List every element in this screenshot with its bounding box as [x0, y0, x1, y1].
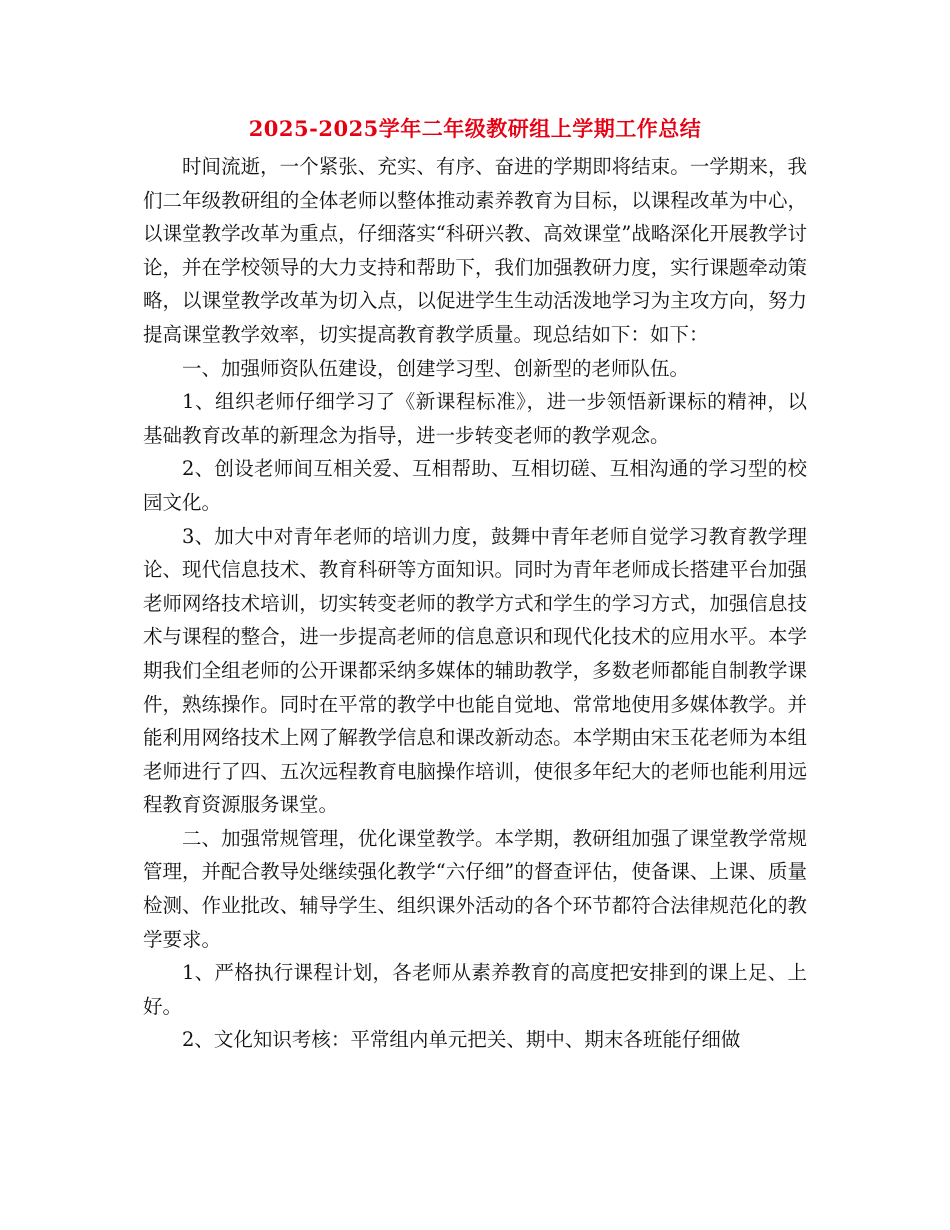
paragraph-item-1-2: 2、创设老师间互相关爱、互相帮助、互相切磋、互相沟通的学习型的校园文化。	[143, 457, 807, 514]
document-title: 2025-2025学年二年级教研组上学期工作总结	[248, 116, 702, 141]
document-body	[143, 150, 807, 1057]
paragraph-item-1-1: 1、组织老师仔细学习了《新课程标准》，进一步领悟新课标的精神，以基础教育改革的新理念为指导，进一步转变老师的教学观念。	[143, 390, 807, 447]
paragraph-item-2-2: 2、文化知识考核：平常组内单元把关、期中、期末各班能仔细做	[182, 1028, 741, 1052]
paragraph-item-2-1: 1、严格执行课程计划，各老师从素养教育的高度把安排到的课上足、上好。	[143, 961, 807, 1018]
paragraph-section-2-heading: 二、加强常规管理，优化课堂教学。本学期，教研组加强了课堂教学常规管理，并配合教导处继续强化教学“六仔细”的督查评估，使备课、上课、质量检测、作业批改、辅导学生、组织课外活动的各个环节都符合法律规范化的教学要求。	[143, 826, 807, 951]
paragraph-section-1-heading: 一、加强师资队伍建设，创建学习型、创新型的老师队伍。	[182, 356, 690, 380]
paragraph-item-1-3: 3、加大中对青年老师的培训力度，鼓舞中青年老师自觉学习教育教学理论、现代信息技术、教育科研等方面知识。同时为青年老师成长搭建平台加强老师网络技术培训，切实转变老师的教学方式和学生的学习方式，加强信息技术与课程的整合，进一步提高老师的信息意识和现代化技术的应用水平。本学期我们全组老师的公开课都采纳多媒体的辅助教学，多数老师都能自制教学课件，熟练操作。同时在平常的教学中也能自觉地、常常地使用多媒体教学。并能利用网络技术上网了解教学信息和课改新动态。本学期由宋玉花老师为本组老师进行了四、五次远程教育电脑操作培训，使很多年纪大的老师也能利用远程教育资源服务课堂。	[143, 524, 807, 817]
paragraph-intro: 时间流逝，一个紧张、充实、有序、奋进的学期即将结束。一学期来，我们二年级教研组的全体老师以整体推动素养教育为目标，以课程改革为中心，以课堂教学改革为重点，仔细落实“科研兴教、高效课堂”战略深化开展教学讨论，并在学校领导的大力支持和帮助下，我们加强教研力度，实行课题牵动策略，以课堂教学改革为切入点，以促进学生生动活泼地学习为主攻方向，努力提高课堂教学效率，切实提高教育教学质量。现总结如下：如下：	[143, 155, 807, 346]
